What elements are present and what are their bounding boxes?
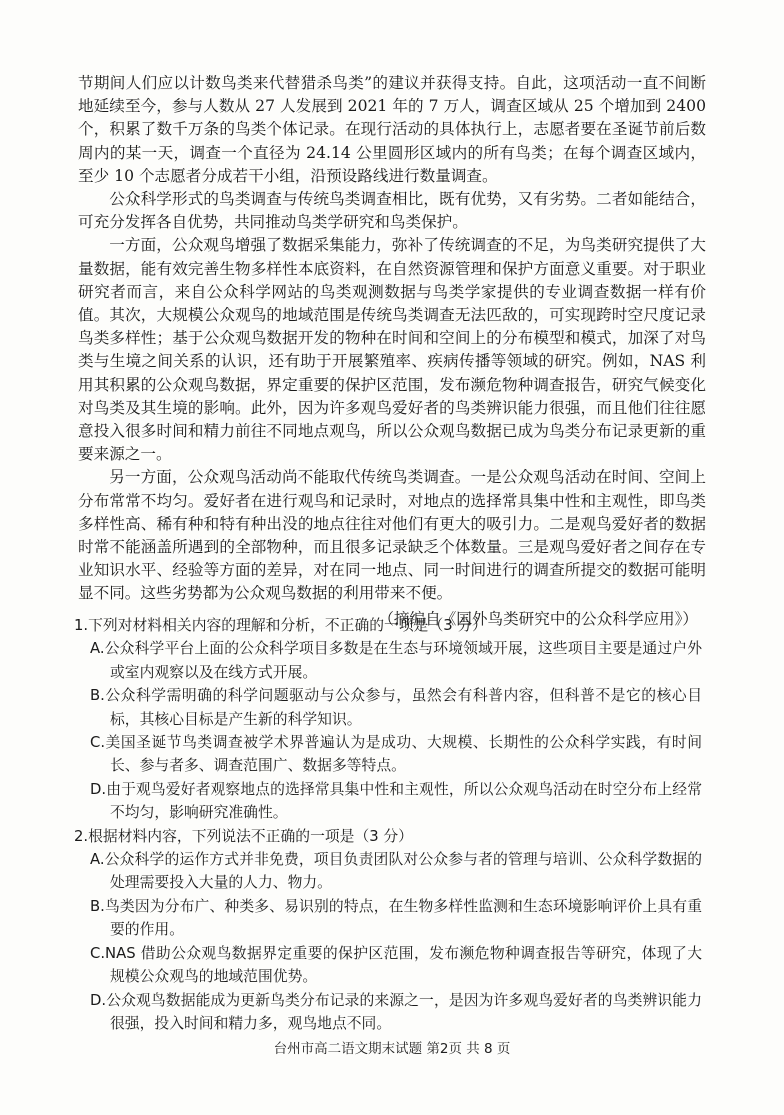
option-d[interactable] xyxy=(74,989,702,1036)
option-letter: A. xyxy=(90,851,105,869)
option-a[interactable] xyxy=(74,637,702,684)
passage-paragraph-4: 另一方面，公众观鸟活动尚不能取代传统鸟类调查。一是公众观鸟活动在时间、空间上分布常常不均匀。爱好者在进行观鸟和记录时，对地点的选择常具集中性和主观性，即鸟类多样性高、稀有种和特有种出没的地点往往对他们有更大的吸引力。二是观鸟爱好者的数据时常不能涵盖所遇到的全部物种，而且很多记录缺乏个体数量。三是观鸟爱好者之间存在专业知识水平、经验等方面的差异，对在同一地点、同一时间进行的调查所提交的数据可能明显不同。这些劣势都为公众观鸟数据的利用带来不便。 xyxy=(78,468,706,603)
option-text: 公众科学的运作方式并非免费，项目负责团队对公众参与者的管理与培训、公众科学数据的处理需要投入大量的人力、物力。 xyxy=(104,851,702,892)
option-letter: B. xyxy=(90,687,105,705)
question-2 xyxy=(74,825,702,1036)
option-d[interactable] xyxy=(74,778,702,825)
option-letter: C. xyxy=(90,734,106,752)
option-letter: A. xyxy=(90,640,105,658)
option-letter: D. xyxy=(90,991,107,1009)
option-text: 公众科学平台上面的公众科学项目多数是在生态与环境领域开展，这些项目主要是通过户外或室内观察以及在线方式开展。 xyxy=(104,640,702,681)
page-footer: 台州市高二语文期末试题 第2页 共 8 页 xyxy=(273,1041,511,1057)
option-letter: D. xyxy=(90,780,107,798)
question-stem: 2.根据材料内容，下列说法不正确的一项是（3 分） xyxy=(74,827,413,845)
passage-paragraph-3: 一方面，公众观鸟增强了数据采集能力，弥补了传统调查的不足，为鸟类研究提供了大量数据，能有效完善生物多样性本底资料，在自然资源管理和保护方面意义重要。对于职业研究者而言，来自公众科学网站的鸟类观测数据与鸟类学家提供的专业调查数据一样有价值。其次，大规模公众观鸟的地域范围是传统鸟类调查无法匹敌的，可实现跨时空尺度记录鸟类多样性；基于公众观鸟数据开发的物种在时间和空间上的分布模型和模式，加深了对鸟类与生境之间关系的认识，还有助于开展繁殖率、疾病传播等领域的研究。例如，NAS 利用其积累的公众观鸟数据，界定重要的保护区范围，发布濒危物种调查报告，研究气候变化对鸟类及其生境的影响。此外，因为许多观鸟爱好者的鸟类辨识能力很强，而且他们往往愿意投入很多时间和精力前往不同地点观鸟，所以公众观鸟数据已成为鸟类分布记录更新的重要来源之一。 xyxy=(78,236,706,464)
passage-paragraph-1: 节期间人们应以计数鸟类来代替猎杀鸟类”的建议并获得支持。自此，这项活动一直不间断地延续至今，参与人数从 27 人发展到 2021 年的 7 万人，调查区域从 25 个增加到 2400 个，积累了数千万条的鸟类个体记录。在现行活动的具体执行上，志愿者要在圣诞节前后数周内的某一天，调查一个直径为 24.14 公里圆形区域内的所有鸟类；在每个调查区域内，至少 10 个志愿者分成若干小组，沿预设路线进行数量调查。 xyxy=(78,74,706,185)
reading-passage xyxy=(78,72,706,631)
passage-paragraph-2: 公众科学形式的鸟类调查与传统鸟类调查相比，既有优势，又有劣势。二者如能结合，可充分发挥各自优势，共同推动鸟类学研究和鸟类保护。 xyxy=(78,190,706,232)
question-1 xyxy=(74,614,702,825)
option-b[interactable] xyxy=(74,684,702,731)
option-letter: B. xyxy=(90,897,105,915)
option-b[interactable] xyxy=(74,895,702,942)
option-text: 公众观鸟数据能成为更新鸟类分布记录的来源之一，是因为许多观鸟爱好者的鸟类辨识能力很强，投入时间和精力多，观鸟地点不同。 xyxy=(106,991,702,1032)
option-text: 公众科学需明确的科学问题驱动与公众参与，虽然会有科普内容，但科普不是它的核心目标，其核心目标是产生新的科学知识。 xyxy=(104,687,702,728)
option-text: 美国圣诞节鸟类调查被学术界普遍认为是成功、大规模、长期性的公众科学实践，有时间长、参与者多、调查范围广、数据多等特点。 xyxy=(105,734,702,775)
option-text: NAS 借助公众观鸟数据界定重要的保护区范围，发布濒危物种调查报告等研究，体现了大规模公众观鸟的地域范围优势。 xyxy=(105,944,702,986)
option-letter: C. xyxy=(90,944,106,962)
question-stem: 1.下列对材料相关内容的理解和分析，不正确的一项是（3 分） xyxy=(74,617,487,634)
passage-source: （摘编自《国外鸟类研究中的公众科学应用》） xyxy=(378,609,698,628)
option-c[interactable] xyxy=(74,942,702,989)
option-text: 由于观鸟爱好者观察地点的选择常具集中性和主观性，所以公众观鸟活动在时空分布上经常不均匀，影响研究准确性。 xyxy=(106,780,702,822)
option-c[interactable] xyxy=(74,731,702,778)
option-text: 鸟类因为分布广、种类多、易识别的特点，在生物多样性监测和生态环境影响评价上具有重要的作用。 xyxy=(104,897,702,939)
question-list xyxy=(74,614,702,1035)
option-a[interactable] xyxy=(74,848,702,895)
